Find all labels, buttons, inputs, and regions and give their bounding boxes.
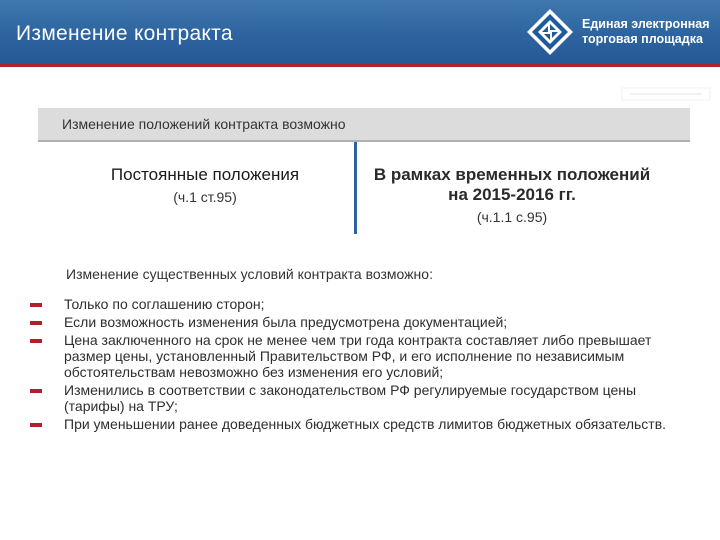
faint-decoration	[620, 82, 712, 106]
list-item-text: Если возможность изменения была предусмотрена документацией;	[64, 314, 508, 330]
header-bar	[0, 0, 720, 64]
bullet-icon	[30, 339, 42, 343]
conditions-heading: Изменение существенных условий контракта возможно:	[66, 266, 433, 282]
list-item	[30, 332, 700, 380]
bullet-icon	[30, 389, 42, 393]
contract-change-band	[38, 108, 690, 140]
list-item-text: Изменились в соответствии с законодательством РФ регулируемые государством цены (тарифы) на ТРУ;	[64, 382, 637, 414]
logo-line-1: Единая электронная	[582, 17, 710, 31]
list-item	[30, 382, 700, 414]
permanent-provisions-ref: (ч.1 ст.95)	[173, 189, 237, 205]
bullet-icon	[30, 423, 42, 427]
list-item-text: Только по соглашению сторон;	[64, 296, 265, 312]
list-item	[30, 314, 700, 330]
permanent-provisions	[100, 165, 310, 205]
bullet-icon	[30, 321, 42, 325]
band-divider	[38, 140, 690, 142]
temporary-provisions	[362, 165, 662, 225]
list-item	[30, 416, 700, 432]
page-title: Изменение контракта	[16, 22, 233, 45]
permanent-provisions-title: Постоянные положения	[110, 165, 300, 184]
header-accent-line	[0, 64, 720, 67]
temporary-provisions-title: В рамках временных положений на 2015-2016 гг.	[373, 165, 651, 204]
list-item-text: При уменьшении ранее доведенных бюджетных средств лимитов бюджетных обязательств.	[64, 416, 667, 432]
temporary-provisions-ref: (ч.1.1 с.95)	[476, 209, 548, 225]
band-text: Изменение положений контракта возможно	[62, 116, 346, 132]
bullet-icon	[30, 303, 42, 307]
diamond-logo-icon	[526, 8, 574, 56]
brand-logo	[526, 8, 716, 56]
list-item-text: Цена заключенного на срок не менее чем три года контракта составляет либо превышает размер цены, установленный Правительством РФ, и его исполнение по независимым обстоятельствам невозможно без изменения его условий;	[64, 332, 652, 380]
conditions-list	[30, 296, 700, 434]
list-item	[30, 296, 700, 312]
logo-text	[582, 17, 710, 47]
logo-line-2: торговая площадка	[582, 32, 703, 46]
column-divider	[354, 142, 357, 234]
